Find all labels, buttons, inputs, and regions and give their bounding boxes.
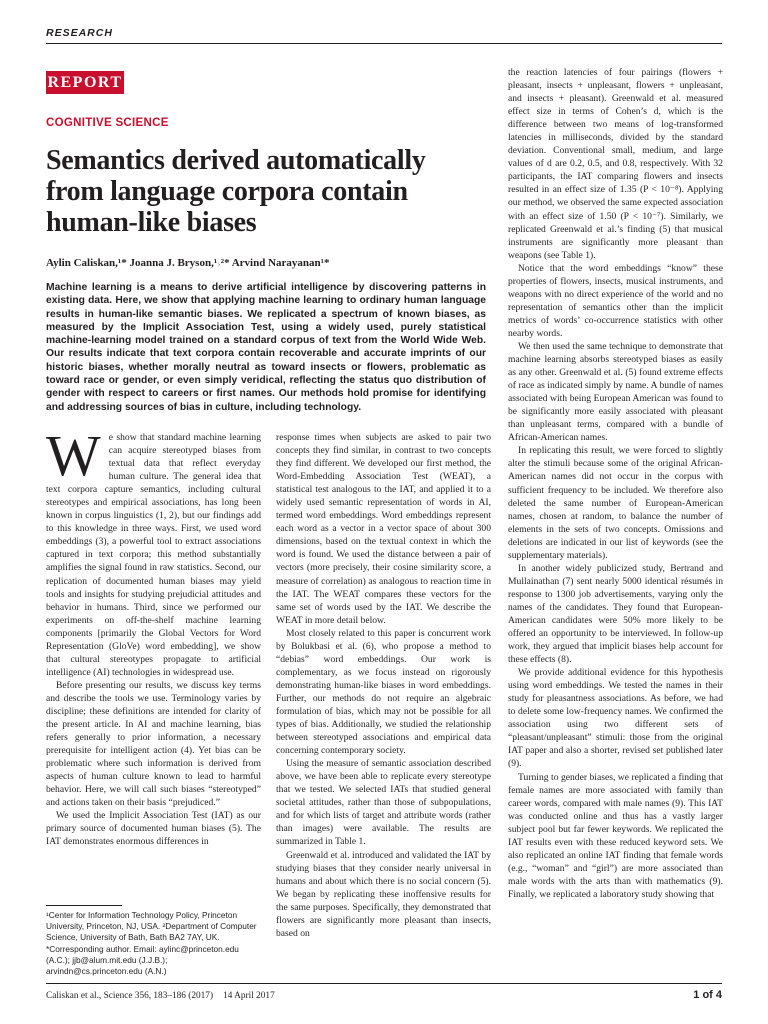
category-label: COGNITIVE SCIENCE [46, 117, 169, 129]
abstract: Machine learning is a means to derive artificial intelligence by discovering patterns in existing data. Here, we show that applying machine learning to ordinary human language results in human-like semantic biases. We replicated a spectrum of known biases, as measured by the Implicit Association Test, using a widely used, purely statistical machine-learning model trained on a standard corpus of text from the World Wide Web. Our results indicate that text corpora contain recoverable and accurate imprints of our historic biases, whether morally neutral as toward insects or flowers, problematic as toward race or gender, or even simply veridical, reflecting the status quo distribution of gender with respect to careers or first names. Our methods hold promise for identifying and addressing sources of bias in culture, including technology. [46, 282, 486, 413]
body-paragraph: We provide additional evidence for this hypothesis using word embeddings. We tested the names in their study for pleasantness associations. As before, we had to delete some low-frequency names. We confirmed the association using two different sets of “pleasant/unpleasant” stimuli: those from the original IAT paper and also a shorter, revised set published later (9). [508, 667, 723, 770]
footer-citation [46, 991, 275, 1001]
body-paragraph: In another widely publicized study, Bertrand and Mullainathan (7) sent nearly 5000 identical résumés in response to 1300 job advertisements, varying only the names of the candidates. They found that European-American candidates were 50% more likely to be offered an opportunity to be interviewed. In follow-up work, they argued that implicit biases help account for these effects (8). [508, 562, 723, 666]
body-paragraph: Notice that the word embeddings “know” these properties of flowers, insects, musical instruments, and weapons with no direct experience of the world and no representation of semantics other than the implicit metrics of words’ co-occurrence statistics with other nearby words. [508, 262, 723, 339]
body-paragraph: Turning to gender biases, we replicated a finding that female names are more associated with family than career words, compared with male names (9). This IAT was conducted online and thus has a vastly larger subject pool but far fewer keywords. We replicated the IAT results even with these reduced keyword sets. We also replicated an online IAT finding that female words (e.g., “woman” and “girl”) are more associated than male words with the arts than with mathematics (9). Finally, we replicated a laboratory study showing that [508, 771, 723, 900]
body-paragraph: response times when subjects are asked to pair two concepts they find similar, in contrast to two concepts they find different. We developed our first method, the Word-Embedding Association Test (WEAT), a statistical test analogous to the IAT, and applied it to a widely used semantic representation of words in AI, termed word embeddings. Word embeddings represent each word as a vector in a vector space of about 300 dimensions, based on the textual context in which the word is found. We used the distance between a pair of vectors (more precisely, their cosine similarity score, a measure of correlation) as analogous to reaction time in the IAT. The WEAT compares these vectors for the same set of words used by the IAT. We describe the WEAT in more detail below. [276, 432, 491, 626]
article-title: Semantics derived automatically from language corpora contain human-like biases [46, 145, 426, 238]
issue-date: 14 April 2017 [223, 991, 275, 1001]
body-column-1 [46, 423, 261, 849]
affiliation-footnote: ¹Center for Information Technology Policy, Princeton University, Princeton, NJ, USA. ²Department of Computer Science, University of Bath, Bath BA2 7AY, UK. [46, 910, 257, 942]
drop-cap: W [46, 423, 101, 488]
body-column-2 [276, 431, 491, 940]
body-paragraph: Before presenting our results, we discuss key terms and describe the tools we use. Terminology varies by discipline; these definitions are intended for clarity of the present article. In AI and machine learning, bias refers generally to prior information, a necessary prerequisite for intelligent action (4). Yet bias can be problematic where such information is derived from aspects of human culture known to lead to harmful behavior. Here, we will call such biases “stereotyped” and actions taken on their basis “prejudiced.” [46, 679, 261, 809]
citation-text: Caliskan et al., Science 356, 183–186 (2017) [46, 991, 214, 1001]
header-rule [46, 43, 722, 44]
report-badge: REPORT [46, 71, 124, 94]
body-paragraph: the reaction latencies of four pairings (flowers + pleasant, insects + unpleasant, flowers + unpleasant, and insects + pleasant). Greenwald et al. measured effect size in terms of Cohen’s d, which is the difference between two means of log-transformed latencies in milliseconds, divided by the standard deviation. Conventional small, medium, and large values of d are 0.2, 0.5, and 0.8, respectively. With 32 participants, the IAT comparing flowers and insects resulted in an effect size of 1.35 (P < 10⁻⁸). Applying our method, we observed the same expected association with an effect size of 1.50 (P < 10⁻⁷). Similarly, we replicated Greenwald et al.’s finding (5) that musical instruments are significantly more pleasant than weapons (see Table 1). [508, 67, 723, 261]
footnote-rule [46, 905, 122, 906]
body-paragraph: Greenwald et al. introduced and validated the IAT by studying biases that they consider nearly universal in humans and about which there is no social concern (5). We began by replicating these inoffensive results for the same purposes. Specifically, they demonstrated that flowers are significantly more pleasant than insects, based on [276, 849, 491, 939]
correspondence-footnote: *Corresponding author. Email: aylinc@princeton.edu (A.C.); jjb@alum.mit.edu (J.J.B.); arvindn@cs.princeton.edu (A.N.) [46, 944, 239, 976]
body-column-3 [508, 66, 723, 901]
footnotes [46, 910, 261, 978]
body-paragraph: In replicating this result, we were forced to slightly alter the stimuli because some of the original African-American names did not occur in the corpus with sufficient frequency to be included. We therefore also deleted the same number of European-American names, chosen at random, to balance the number of elements in the sets of two concepts. Omissions and deletions are indicated in our list of keywords (see the supplementary materials). [508, 445, 723, 561]
body-paragraph: We show that standard machine learning can acquire stereotyped biases from textual data that reflect everyday human culture. The general idea that text corpora capture semantics, including cultural stereotypes and empirical associations, has long been known in corpus linguistics (1, 2), but our findings add to this knowledge in three ways. First, we used word embeddings (3), a powerful tool to extract associations captured in text corpora; this method substantially amplifies the signal found in raw statistics. Second, our replication of documented human biases may yield tools and insights for studying prejudicial attitudes and behavior in humans. Third, since we performed our experiments on off-the-shelf machine learning components [primarily the Global Vectors for Word Representation (GloVe) word embedding], we show that cultural stereotypes propagate to artificial intelligence (AI) technologies in widespread use. [46, 423, 261, 678]
body-paragraph: Most closely related to this paper is concurrent work by Bolukbasi et al. (6), who propose a method to “debias” word embeddings. Our work is complementary, as we focus instead on rigorously demonstrating human-like biases in word embeddings. Further, our methods do not require an algebraic formulation of bias, which may not be possible for all types of bias. Additionally, we studied the relationship between stereotyped associations and empirical data concerning contemporary society. [276, 627, 491, 757]
author-list: Aylin Caliskan,¹* Joanna J. Bryson,¹˒²* Arvind Narayanan¹* [46, 257, 330, 269]
body-paragraph: We then used the same technique to demonstrate that machine learning absorbs stereotyped biases as easily as any other. Greenwald et al. (5) found extreme effects of race as indicated simply by name. A bundle of names associated with being European American was found to be significantly more easily associated with pleasant than unpleasant terms, compared with a bundle of African-American names. [508, 340, 723, 444]
footer-rule [46, 983, 722, 984]
running-head: RESEARCH [46, 27, 113, 39]
body-paragraph: We used the Implicit Association Test (IAT) as our primary source of documented human biases (5). The IAT demonstrates enormous differences in [46, 810, 261, 848]
page-number: 1 of 4 [693, 989, 722, 1001]
body-paragraph: Using the measure of semantic association described above, we have been able to replicate every stereotype that we tested. We selected IATs that studied general societal attitudes, rather than those of subpopulations, and for which lists of target and attribute words (rather than images) were available. The results are summarized in Table 1. [276, 758, 491, 848]
